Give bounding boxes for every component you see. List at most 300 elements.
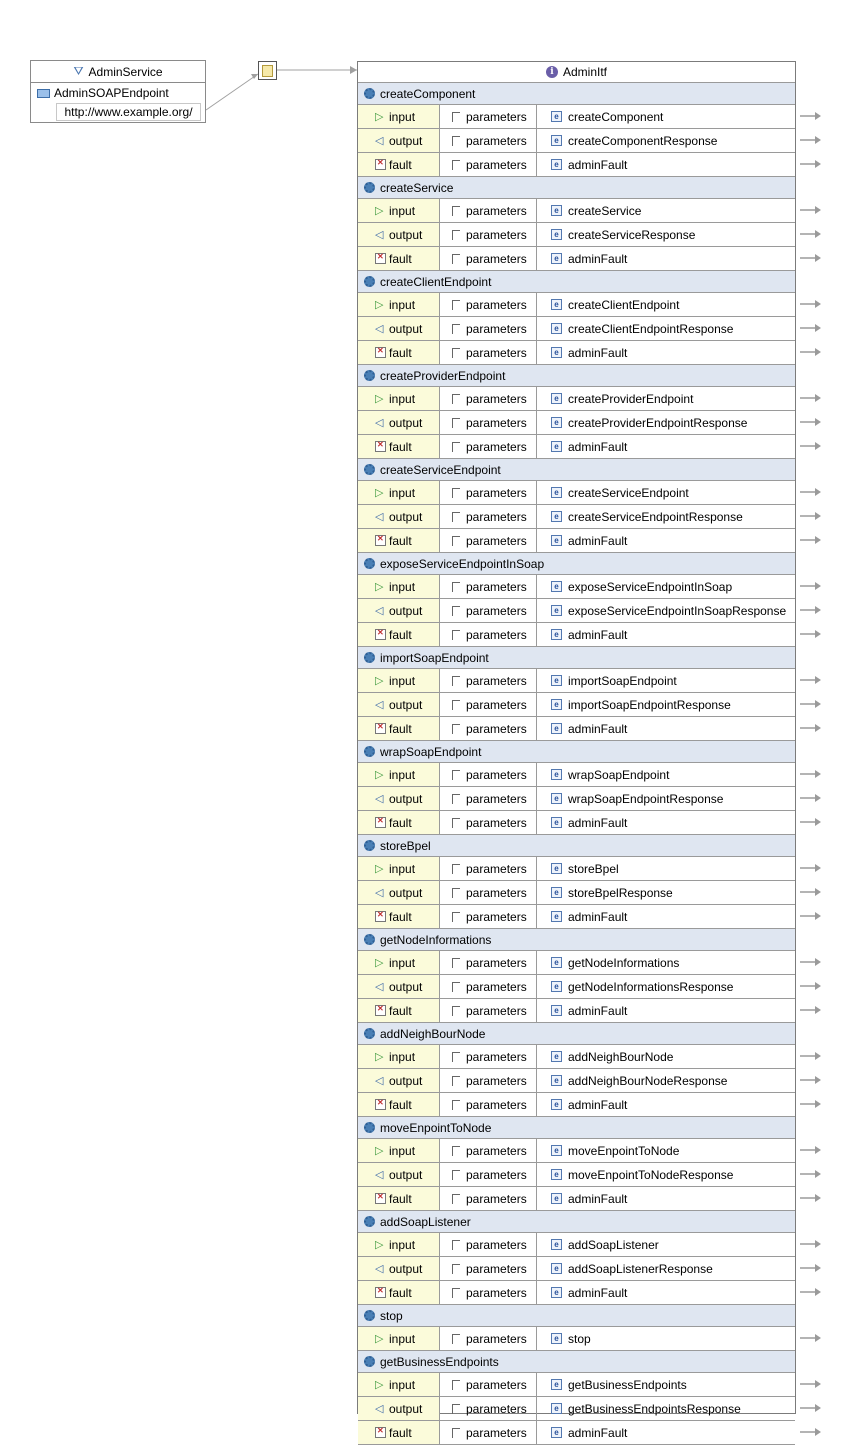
message-kind: input — [389, 203, 416, 218]
message-kind-cell[interactable] — [358, 199, 440, 222]
message-element-cell[interactable] — [537, 223, 795, 246]
message-kind-cell[interactable] — [358, 1163, 440, 1186]
navigate-arrow-icon[interactable] — [800, 418, 822, 426]
message-part-cell[interactable] — [440, 951, 537, 974]
operation-header[interactable] — [358, 1305, 795, 1327]
message-element-cell[interactable] — [537, 341, 795, 364]
message-kind-cell[interactable] — [358, 1327, 440, 1350]
navigate-arrow-icon[interactable] — [800, 1076, 822, 1084]
message-kind-cell[interactable] — [358, 129, 440, 152]
navigate-arrow-icon[interactable] — [800, 488, 822, 496]
message-row[interactable] — [358, 481, 795, 505]
service-box[interactable] — [30, 60, 206, 123]
message-kind: output — [389, 133, 423, 148]
message-element-cell[interactable] — [537, 857, 795, 880]
message-element-cell[interactable] — [537, 1069, 795, 1092]
message-row[interactable] — [358, 129, 795, 153]
part-name: parameters — [466, 627, 527, 642]
navigate-arrow-icon[interactable] — [800, 1100, 822, 1108]
message-kind-cell[interactable] — [358, 1069, 440, 1092]
message-part-cell[interactable] — [440, 317, 537, 340]
message-part-cell[interactable] — [440, 529, 537, 552]
message-row[interactable] — [358, 293, 795, 317]
operation-header[interactable] — [358, 1351, 795, 1373]
message-element-cell[interactable] — [537, 293, 795, 316]
interface-name: AdminItf — [562, 65, 607, 79]
message-part-cell[interactable] — [440, 1045, 537, 1068]
message-element-cell[interactable] — [537, 599, 795, 622]
operation-header[interactable] — [358, 1117, 795, 1139]
message-element-cell[interactable] — [537, 1397, 795, 1420]
message-kind: output — [389, 321, 423, 336]
navigate-arrow-icon[interactable] — [800, 958, 822, 966]
message-part-cell[interactable] — [440, 857, 537, 880]
message-row[interactable] — [358, 623, 795, 647]
message-part-cell[interactable] — [440, 435, 537, 458]
message-part-cell[interactable] — [440, 717, 537, 740]
message-element-cell[interactable] — [537, 693, 795, 716]
message-kind-cell[interactable] — [358, 1373, 440, 1396]
message-kind-cell[interactable] — [358, 105, 440, 128]
message-element-cell[interactable] — [537, 811, 795, 834]
element-icon: e — [551, 1239, 562, 1250]
element-name: getNodeInformations — [568, 955, 680, 970]
message-kind-cell[interactable] — [358, 599, 440, 622]
navigate-arrow-icon[interactable] — [800, 1170, 822, 1178]
element-icon: e — [551, 347, 562, 358]
element-name: createServiceResponse — [568, 227, 696, 242]
operation-header[interactable] — [358, 271, 795, 293]
message-element-cell[interactable] — [537, 1281, 795, 1304]
message-kind-cell[interactable] — [358, 623, 440, 646]
interface-box[interactable] — [357, 61, 796, 1440]
message-row[interactable] — [358, 857, 795, 881]
part-name: parameters — [466, 439, 527, 454]
message-part-cell[interactable] — [440, 787, 537, 810]
message-part-cell[interactable] — [440, 1163, 537, 1186]
message-kind-cell[interactable] — [358, 153, 440, 176]
message-part-cell[interactable] — [440, 1397, 537, 1420]
part-icon — [452, 1404, 460, 1414]
message-kind-cell[interactable] — [358, 247, 440, 270]
message-element-cell[interactable] — [537, 951, 795, 974]
message-row[interactable] — [358, 435, 795, 459]
operation-header[interactable] — [358, 83, 795, 105]
message-kind-cell[interactable] — [358, 951, 440, 974]
message-row[interactable] — [358, 575, 795, 599]
message-row[interactable] — [358, 317, 795, 341]
message-row[interactable] — [358, 1373, 795, 1397]
navigate-arrow-icon[interactable] — [800, 206, 822, 214]
navigate-arrow-icon[interactable] — [800, 160, 822, 168]
message-kind: input — [389, 1237, 416, 1252]
message-kind-cell[interactable] — [358, 999, 440, 1022]
message-element-cell[interactable] — [537, 1421, 795, 1444]
message-row[interactable] — [358, 341, 795, 365]
operation-header[interactable] — [358, 553, 795, 575]
message-kind-cell[interactable] — [358, 387, 440, 410]
message-element-cell[interactable] — [537, 717, 795, 740]
navigate-arrow-icon[interactable] — [800, 136, 822, 144]
message-row[interactable] — [358, 505, 795, 529]
navigate-arrow-icon[interactable] — [800, 1240, 822, 1248]
message-part-cell[interactable] — [440, 575, 537, 598]
message-part-cell[interactable] — [440, 411, 537, 434]
message-kind: input — [389, 485, 416, 500]
message-kind-cell[interactable] — [358, 341, 440, 364]
navigate-arrow-icon[interactable] — [800, 1052, 822, 1060]
message-row[interactable] — [358, 1069, 795, 1093]
part-icon — [452, 324, 460, 334]
message-kind-cell[interactable] — [358, 1397, 440, 1420]
fault-icon — [375, 535, 386, 546]
message-kind-cell[interactable] — [358, 575, 440, 598]
message-element-cell[interactable] — [537, 1093, 795, 1116]
message-kind-cell[interactable] — [358, 1281, 440, 1304]
navigate-arrow-icon[interactable] — [800, 1334, 822, 1342]
navigate-arrow-icon[interactable] — [800, 1288, 822, 1296]
message-row[interactable] — [358, 951, 795, 975]
message-element-cell[interactable] — [537, 999, 795, 1022]
operation-gear-icon — [364, 840, 375, 851]
message-kind-cell[interactable] — [358, 693, 440, 716]
message-row[interactable] — [358, 1163, 795, 1187]
message-kind-cell[interactable] — [358, 1045, 440, 1068]
navigate-arrow-icon[interactable] — [800, 512, 822, 520]
message-kind: input — [389, 767, 416, 782]
message-row[interactable] — [358, 763, 795, 787]
element-icon: e — [551, 487, 562, 498]
message-element-cell[interactable] — [537, 881, 795, 904]
message-row[interactable] — [358, 1093, 795, 1117]
message-element-cell[interactable] — [537, 247, 795, 270]
message-kind-cell[interactable] — [358, 669, 440, 692]
message-part-cell[interactable] — [440, 223, 537, 246]
element-name: createComponent — [568, 109, 664, 124]
element-name: adminFault — [568, 439, 628, 454]
message-row[interactable] — [358, 199, 795, 223]
message-row[interactable] — [358, 1139, 795, 1163]
navigate-arrow-icon[interactable] — [800, 676, 822, 684]
message-element-cell[interactable] — [537, 787, 795, 810]
operation-header[interactable] — [358, 1023, 795, 1045]
navigate-arrow-icon[interactable] — [800, 724, 822, 732]
message-part-cell[interactable] — [440, 129, 537, 152]
connector-arrowhead — [350, 66, 357, 74]
navigate-arrow-icon[interactable] — [800, 794, 822, 802]
output-arrow-icon: ◁ — [375, 1403, 384, 1415]
binding-box[interactable] — [258, 61, 277, 80]
navigate-arrow-icon[interactable] — [800, 1006, 822, 1014]
operation-header[interactable] — [358, 929, 795, 951]
navigate-arrow-icon[interactable] — [800, 324, 822, 332]
part-icon — [452, 1264, 460, 1274]
message-kind: output — [389, 415, 423, 430]
message-row[interactable] — [358, 1233, 795, 1257]
element-name: adminFault — [568, 721, 628, 736]
message-part-cell[interactable] — [440, 247, 537, 270]
part-icon — [452, 418, 460, 428]
message-row[interactable] — [358, 153, 795, 177]
message-element-cell[interactable] — [537, 669, 795, 692]
message-kind-cell[interactable] — [358, 481, 440, 504]
navigate-arrow-icon[interactable] — [800, 1194, 822, 1202]
part-icon — [452, 488, 460, 498]
element-name: storeBpel — [568, 861, 619, 876]
message-kind-cell[interactable] — [358, 411, 440, 434]
operation-header[interactable] — [358, 177, 795, 199]
message-part-cell[interactable] — [440, 693, 537, 716]
message-kind-cell[interactable] — [358, 1187, 440, 1210]
message-element-cell[interactable] — [537, 529, 795, 552]
message-part-cell[interactable] — [440, 905, 537, 928]
navigate-arrow-icon[interactable] — [800, 1428, 822, 1436]
message-kind-cell[interactable] — [358, 317, 440, 340]
message-element-cell[interactable] — [537, 435, 795, 458]
navigate-arrow-icon[interactable] — [800, 630, 822, 638]
part-name: parameters — [466, 1097, 527, 1112]
message-kind-cell[interactable] — [358, 975, 440, 998]
navigate-arrow-icon[interactable] — [800, 912, 822, 920]
message-part-cell[interactable] — [440, 1257, 537, 1280]
navigate-arrow-icon[interactable] — [800, 888, 822, 896]
endpoint-address[interactable]: http://www.example.org/ — [56, 103, 201, 121]
message-kind-cell[interactable] — [358, 529, 440, 552]
part-icon — [452, 300, 460, 310]
message-kind-cell[interactable] — [358, 1233, 440, 1256]
navigate-arrow-icon[interactable] — [800, 1264, 822, 1272]
message-element-cell[interactable] — [537, 387, 795, 410]
part-name: parameters — [466, 979, 527, 994]
message-kind: fault — [389, 1191, 412, 1206]
navigate-arrow-icon[interactable] — [800, 582, 822, 590]
message-part-cell[interactable] — [440, 153, 537, 176]
message-element-cell[interactable] — [537, 1163, 795, 1186]
navigate-arrow-icon[interactable] — [800, 348, 822, 356]
operation-header[interactable] — [358, 835, 795, 857]
message-element-cell[interactable] — [537, 1373, 795, 1396]
message-kind-cell[interactable] — [358, 881, 440, 904]
message-row[interactable] — [358, 905, 795, 929]
message-element-cell[interactable] — [537, 481, 795, 504]
element-name: addSoapListener — [568, 1237, 659, 1252]
message-element-cell[interactable] — [537, 505, 795, 528]
message-element-cell[interactable] — [537, 1233, 795, 1256]
message-part-cell[interactable] — [440, 199, 537, 222]
message-part-cell[interactable] — [440, 481, 537, 504]
message-part-cell[interactable] — [440, 505, 537, 528]
part-name: parameters — [466, 603, 527, 618]
element-icon: e — [551, 323, 562, 334]
part-icon — [452, 1100, 460, 1110]
navigate-arrow-icon[interactable] — [800, 770, 822, 778]
element-icon: e — [551, 1427, 562, 1438]
message-element-cell[interactable] — [537, 1045, 795, 1068]
navigate-arrow-icon[interactable] — [800, 818, 822, 826]
element-icon: e — [551, 441, 562, 452]
part-name: parameters — [466, 1331, 527, 1346]
message-element-cell[interactable] — [537, 129, 795, 152]
message-part-cell[interactable] — [440, 1421, 537, 1444]
message-element-cell[interactable] — [537, 411, 795, 434]
message-row[interactable] — [358, 529, 795, 553]
operation-name: importSoapEndpoint — [380, 650, 489, 665]
message-row[interactable] — [358, 881, 795, 905]
part-name: parameters — [466, 1285, 527, 1300]
element-name: wrapSoapEndpointResponse — [568, 791, 724, 806]
message-part-cell[interactable] — [440, 975, 537, 998]
message-kind: output — [389, 697, 423, 712]
message-element-cell[interactable] — [537, 317, 795, 340]
operation-header[interactable] — [358, 459, 795, 481]
fault-icon — [375, 911, 386, 922]
message-kind-cell[interactable] — [358, 787, 440, 810]
message-kind: output — [389, 1073, 423, 1088]
message-kind: output — [389, 1167, 423, 1182]
message-row[interactable] — [358, 1421, 795, 1445]
message-element-cell[interactable] — [537, 1327, 795, 1350]
interface-title — [358, 62, 795, 83]
navigate-arrow-icon[interactable] — [800, 982, 822, 990]
part-icon — [452, 676, 460, 686]
navigate-arrow-icon[interactable] — [800, 864, 822, 872]
part-icon — [452, 818, 460, 828]
element-icon: e — [551, 769, 562, 780]
message-part-cell[interactable] — [440, 763, 537, 786]
navigate-arrow-icon[interactable] — [800, 1380, 822, 1388]
message-row[interactable] — [358, 1397, 795, 1421]
element-icon: e — [551, 1263, 562, 1274]
message-element-cell[interactable] — [537, 575, 795, 598]
operation-header[interactable] — [358, 365, 795, 387]
message-element-cell[interactable] — [537, 1257, 795, 1280]
message-row[interactable] — [358, 999, 795, 1023]
message-element-cell[interactable] — [537, 763, 795, 786]
message-row[interactable] — [358, 1045, 795, 1069]
message-part-cell[interactable] — [440, 1373, 537, 1396]
message-element-cell[interactable] — [537, 1139, 795, 1162]
message-element-cell[interactable] — [537, 905, 795, 928]
message-element-cell[interactable] — [537, 153, 795, 176]
message-row[interactable] — [358, 1281, 795, 1305]
part-name: parameters — [466, 321, 527, 336]
message-row[interactable] — [358, 717, 795, 741]
navigate-arrow-icon[interactable] — [800, 536, 822, 544]
message-row[interactable] — [358, 1257, 795, 1281]
navigate-arrow-icon[interactable] — [800, 254, 822, 262]
message-kind-cell[interactable] — [358, 1257, 440, 1280]
operation-header[interactable] — [358, 1211, 795, 1233]
message-element-cell[interactable] — [537, 199, 795, 222]
part-name: parameters — [466, 909, 527, 924]
message-part-cell[interactable] — [440, 1093, 537, 1116]
message-kind-cell[interactable] — [358, 1421, 440, 1444]
message-kind-cell[interactable] — [358, 505, 440, 528]
output-arrow-icon: ◁ — [375, 417, 384, 429]
message-kind-cell[interactable] — [358, 1139, 440, 1162]
input-arrow-icon: ▷ — [375, 393, 384, 405]
message-part-cell[interactable] — [440, 105, 537, 128]
navigate-arrow-icon[interactable] — [800, 230, 822, 238]
output-arrow-icon: ◁ — [375, 981, 384, 993]
message-part-cell[interactable] — [440, 1327, 537, 1350]
element-icon: e — [551, 1051, 562, 1062]
output-arrow-icon: ◁ — [375, 699, 384, 711]
message-row[interactable] — [358, 223, 795, 247]
message-part-cell[interactable] — [440, 623, 537, 646]
message-element-cell[interactable] — [537, 623, 795, 646]
message-row[interactable] — [358, 1327, 795, 1351]
message-kind-cell[interactable] — [358, 763, 440, 786]
navigate-arrow-icon[interactable] — [800, 300, 822, 308]
service-port[interactable] — [31, 83, 205, 103]
message-kind-cell[interactable] — [358, 811, 440, 834]
message-part-cell[interactable] — [440, 1281, 537, 1304]
message-part-cell[interactable] — [440, 811, 537, 834]
message-row[interactable] — [358, 1187, 795, 1211]
message-part-cell[interactable] — [440, 669, 537, 692]
message-part-cell[interactable] — [440, 293, 537, 316]
message-kind-cell[interactable] — [358, 1093, 440, 1116]
message-part-cell[interactable] — [440, 1233, 537, 1256]
message-kind-cell[interactable] — [358, 905, 440, 928]
message-part-cell[interactable] — [440, 1069, 537, 1092]
message-kind-cell[interactable] — [358, 223, 440, 246]
endpoint-icon — [37, 89, 50, 98]
message-part-cell[interactable] — [440, 999, 537, 1022]
message-kind-cell[interactable] — [358, 857, 440, 880]
message-part-cell[interactable] — [440, 599, 537, 622]
message-row[interactable] — [358, 669, 795, 693]
message-kind-cell[interactable] — [358, 435, 440, 458]
navigate-arrow-icon[interactable] — [800, 394, 822, 402]
message-part-cell[interactable] — [440, 387, 537, 410]
message-kind: fault — [389, 1097, 412, 1112]
message-row[interactable] — [358, 387, 795, 411]
message-row[interactable] — [358, 811, 795, 835]
navigate-arrow-icon[interactable] — [800, 442, 822, 450]
message-element-cell[interactable] — [537, 105, 795, 128]
message-row[interactable] — [358, 693, 795, 717]
message-row[interactable] — [358, 105, 795, 129]
navigate-arrow-icon[interactable] — [800, 112, 822, 120]
message-element-cell[interactable] — [537, 975, 795, 998]
navigate-arrow-icon[interactable] — [800, 606, 822, 614]
message-kind-cell[interactable] — [358, 717, 440, 740]
message-row[interactable] — [358, 787, 795, 811]
message-kind: input — [389, 1143, 416, 1158]
message-row[interactable] — [358, 599, 795, 623]
operation-header[interactable] — [358, 741, 795, 763]
operation-name: createProviderEndpoint — [380, 368, 506, 383]
message-row[interactable] — [358, 411, 795, 435]
message-part-cell[interactable] — [440, 881, 537, 904]
navigate-arrow-icon[interactable] — [800, 1146, 822, 1154]
input-arrow-icon: ▷ — [375, 299, 384, 311]
element-icon: e — [551, 699, 562, 710]
input-arrow-icon: ▷ — [375, 957, 384, 969]
operation-header[interactable] — [358, 647, 795, 669]
message-kind-cell[interactable] — [358, 293, 440, 316]
message-part-cell[interactable] — [440, 341, 537, 364]
message-part-cell[interactable] — [440, 1139, 537, 1162]
navigate-arrow-icon[interactable] — [800, 700, 822, 708]
message-row[interactable] — [358, 247, 795, 271]
message-element-cell[interactable] — [537, 1187, 795, 1210]
message-part-cell[interactable] — [440, 1187, 537, 1210]
message-row[interactable] — [358, 975, 795, 999]
navigate-arrow-icon[interactable] — [800, 1404, 822, 1412]
